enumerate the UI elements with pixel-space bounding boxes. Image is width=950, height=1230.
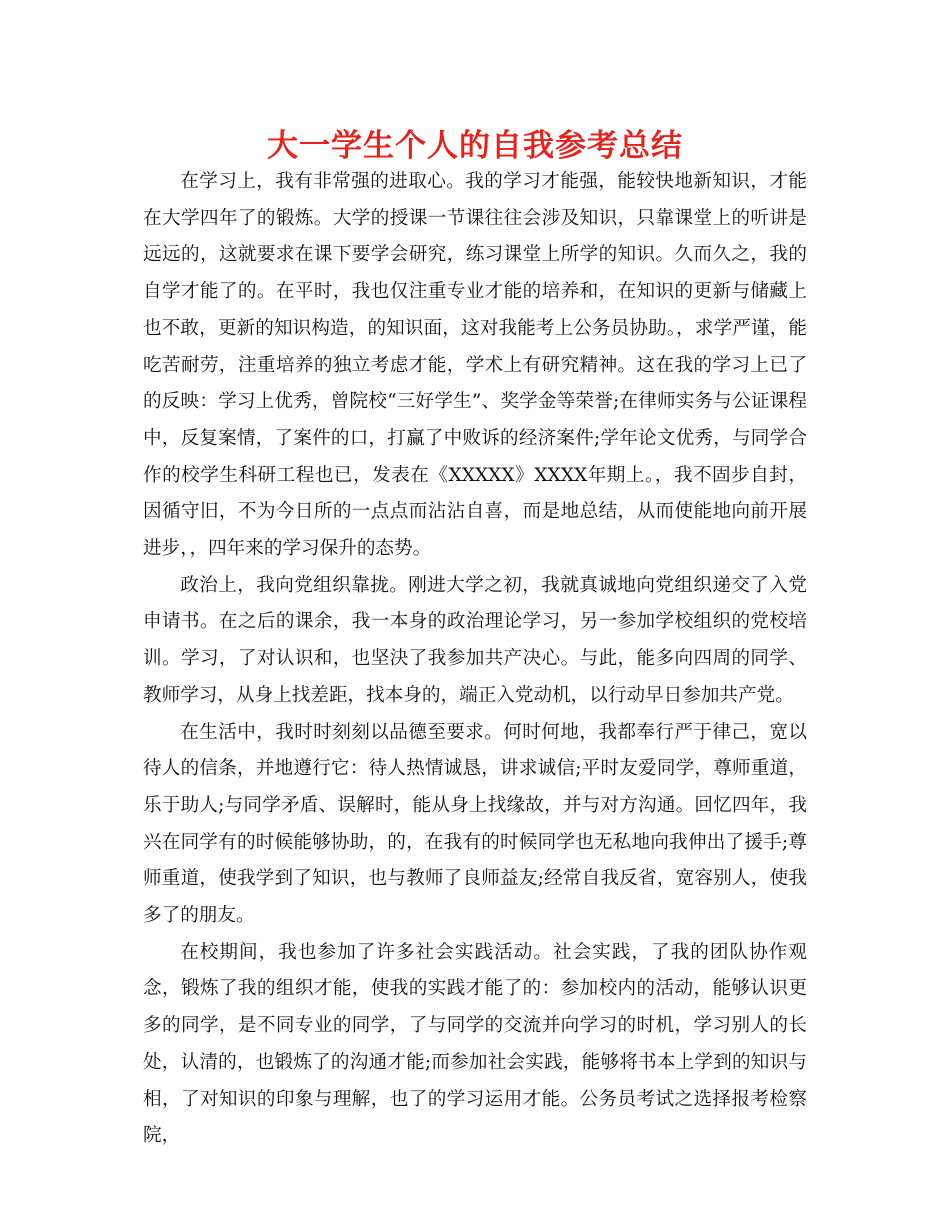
paragraph-practice: 在校期间，我也参加了许多社会实践活动。社会实践，了我的团队协作观念，锻炼了我的组织才能，使我的实践才能了的：参加校内的活动，能够认识更多的同学，是不同专业的同学，了与同学的交流并向学习的时机，学习别人的长处，认清的，也锻炼了的沟通才能;而参加社会实践，能够将书本上学到的知识与相，了对知识的印象与理解，也了的学习运用才能。公务员考试之选择报考检察院， [143, 941, 807, 1147]
page-title: 大一学生个人的自我参考总结 [267, 128, 683, 164]
paragraph-life: 在生活中，我时时刻刻以品德至要求。何时何地，我都奉行严于律己，宽以待人的信条，并地遵行它：待人热情诚恳，讲求诚信;平时友爱同学，尊师重道，乐于助人;与同学矛盾、误解时，能从身上找缘故，并与对方沟通。回忆四年，我兴在同学有的时候能够协助，的，在我有的时候同学也无私地向我伸出了援手;尊师重道，使我学到了知识，也与教师了良师益友;经常自我反省，宽容别人，使我多了的朋友。 [143, 721, 807, 927]
paragraph-politics: 政治上，我向党组织靠拢。刚进大学之初，我就真诚地向党组织递交了入党申请书。在之后的课余，我一本身的政治理论学习，另一参加学校组织的党校培训。学习，了对认识和，也坚決了我参加共产决心。与此，能多向四周的同学、教师学习，从身上找差距，找本身的，端正入党动机，以行动早日参加共产党。 [143, 574, 807, 706]
document-body [143, 164, 807, 1155]
paragraph-study: 在学习上，我有非常强的进取心。我的学习才能强，能较快地新知识，才能在大学四年了的锻炼。大学的授课一节课往往会涉及知识，只靠课堂上的听讲是远远的，这就要求在课下要学会研究，练习课堂上所学的知识。久而久之，我的自学才能了的。在平时，我也仅注重专业才能的培养和，在知识的更新与储藏上也不敢，更新的知识构造，的知识面，这对我能考上公务员协助。，求学严谨，能吃苦耐劳，注重培养的独立考虑才能，学术上有研究精神。这在我的学习上已了的反映：学习上优秀，曾院校“三好学生”、奖学金等荣誉;在律师实务与公证课程中，反复案情，了案件的口，打赢了中败诉的经济案件;学年论文优秀，与同学合作的校学生科研工程也已，发表在《XXXXX》XXXX年期上。，我不固步自封，因循守旧，不为今日所的一点点而沾沾自喜，而是地总结，从而使能地向前开展进步，，四年来的学习保升的态势。 [143, 171, 807, 560]
